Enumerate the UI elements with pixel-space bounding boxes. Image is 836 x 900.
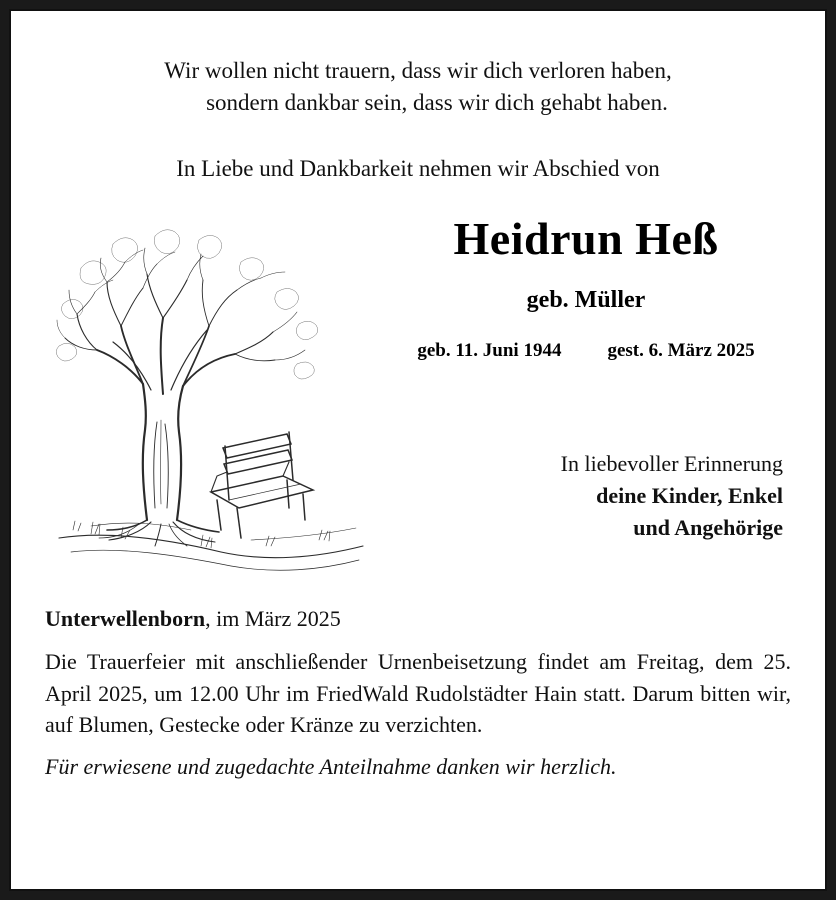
tree-with-bench-illustration: [45, 200, 381, 588]
place-and-date: [45, 606, 791, 632]
farewell-line: In Liebe und Dankbarkeit nehmen wir Abschied von: [176, 156, 660, 182]
town-date-suffix: , im März 2025: [205, 606, 341, 632]
life-dates: [381, 340, 791, 362]
town-name: Unterwellenborn: [45, 606, 206, 632]
memory-line-1: In liebevoller Erinnerung: [560, 451, 783, 477]
obituary-card: [9, 9, 827, 891]
thanks-text: Für erwiesene und zugedachte Anteilnahme danken wir herzlich.: [45, 754, 617, 780]
ceremony-text: Die Trauerfeier mit anschließender Urnenbeisetzung findet am Freitag, dem 25. April 2025, um 12.00 Uhr im FriedWald Rudolstädter Hain statt. Darum bitten wir, auf Blumen, Gestecke oder Kränze zu verzichten.: [45, 649, 791, 737]
verse-line-2: sondern dankbar sein, dass wir dich gehabt haben.: [206, 89, 668, 115]
memory-block: [381, 448, 791, 544]
deceased-details: [381, 200, 791, 543]
main-section: [45, 200, 791, 588]
memory-line-2: deine Kinder, Enkel: [596, 482, 783, 508]
verse-line-1: Wir wollen nicht trauern, dass wir dich verloren haben,: [164, 58, 672, 83]
birth-date: geb. 11. Juni 1944: [417, 340, 562, 362]
obituary-content: [11, 11, 825, 889]
deceased-name: Heidrun Heß: [453, 213, 719, 265]
maiden-name: geb. Müller: [526, 287, 646, 314]
death-date: gest. 6. März 2025: [607, 340, 755, 362]
memory-line-3: und Angehörige: [633, 514, 783, 540]
bottom-section: [45, 606, 791, 780]
verse-block: [45, 55, 791, 118]
